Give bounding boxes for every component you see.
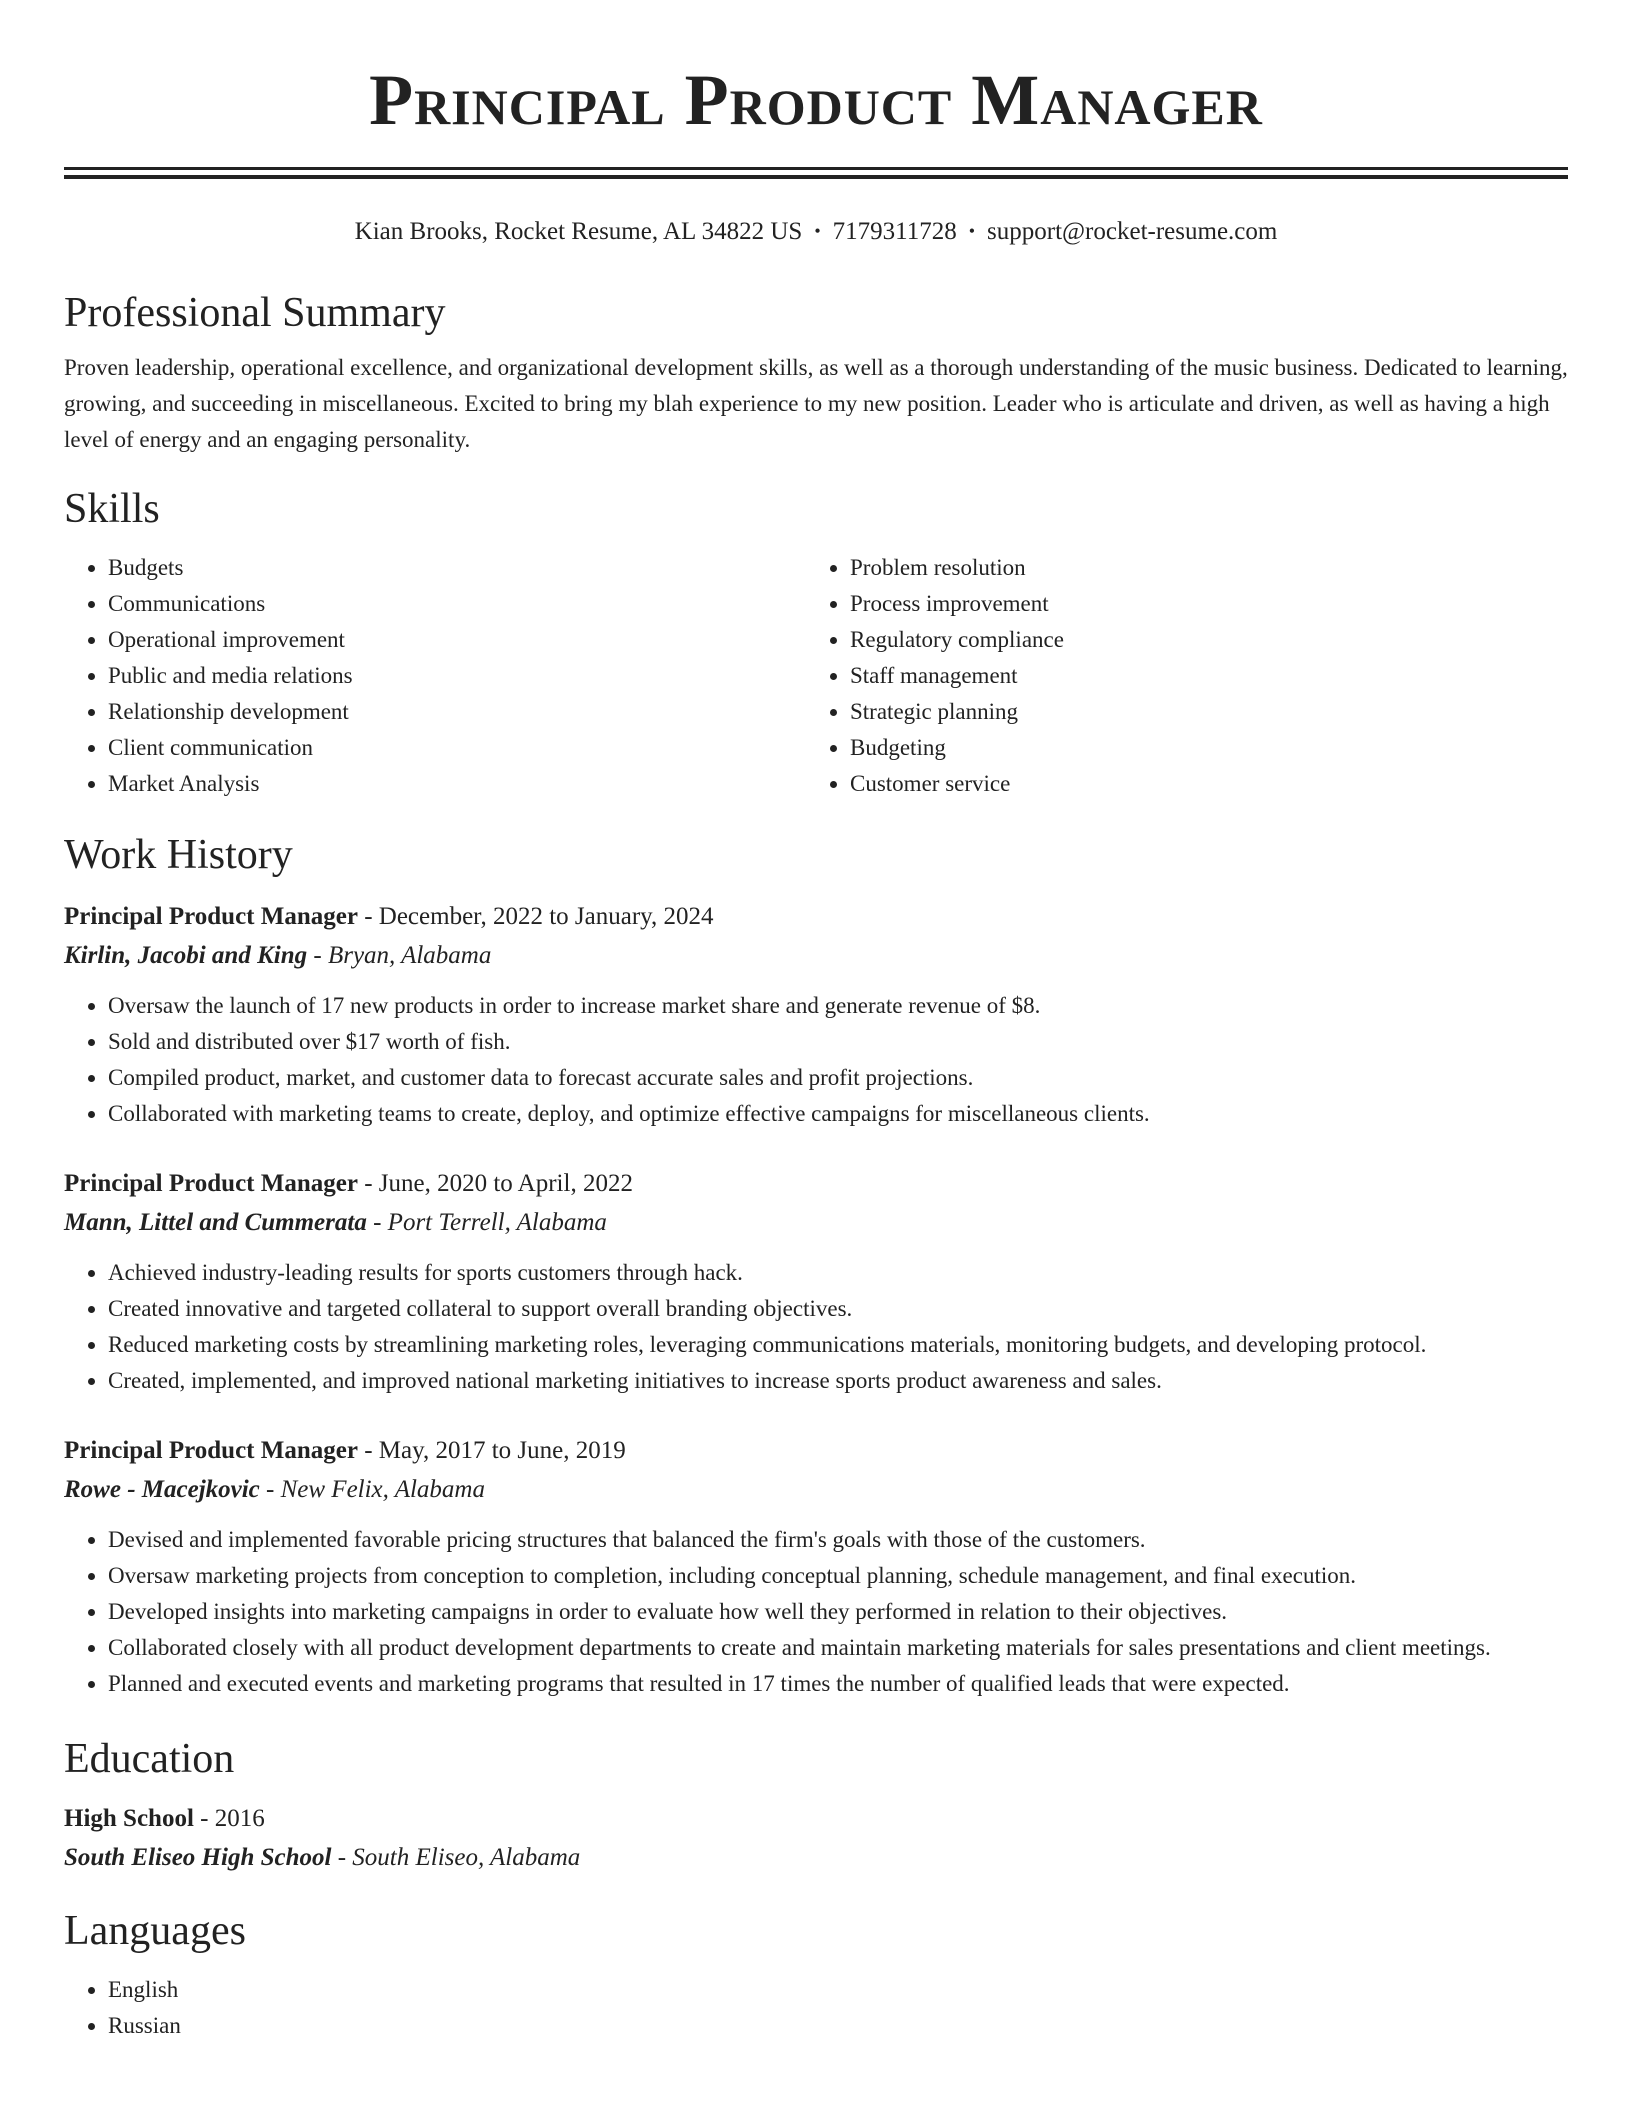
graduation-year: - 2016 <box>193 1805 265 1832</box>
contact-name-address: Kian Brooks, Rocket Resume, AL 34822 US <box>354 218 803 245</box>
contact-email: support@rocket-resume.com <box>987 218 1278 245</box>
degree-line <box>64 1800 1568 1838</box>
skill-item: • Strategic planning <box>850 694 1548 730</box>
employer-location: - Bryan, Alabama <box>307 942 492 969</box>
skills-list-left <box>64 550 806 802</box>
job-bullet: • Oversaw the launch of 17 new products in order to increase market share and generate revenue of $8. <box>108 988 1568 1024</box>
job-entry <box>64 1165 1568 1399</box>
employer-line <box>64 1470 1568 1510</box>
skills-heading: Skills <box>64 486 160 532</box>
skills-column-right <box>806 550 1548 802</box>
job-bullet: • Devised and implemented favorable pricing structures that balanced the firm's goals with those of the customers. <box>108 1522 1568 1558</box>
summary-text: Proven leadership, operational excellence, and organizational development skills, as well as a thorough understanding of the music business. Dedicated to learning, growing, and succeeding in miscellaneous. Excited to bring my blah experience to my new position. Leader who is articulate and driven, as well as having a high level of energy and an engaging personality. <box>64 355 1568 452</box>
title-divider-bottom <box>64 175 1568 179</box>
contact-line <box>64 215 1568 248</box>
skills-list-right <box>806 550 1548 802</box>
employer-line <box>64 1203 1568 1243</box>
resume-title: Principal Product Manager <box>369 60 1263 140</box>
job-bullet: • Created, implemented, and improved national marketing initiatives to increase sports product awareness and sales. <box>108 1363 1568 1399</box>
skill-item: • Process improvement <box>850 586 1548 622</box>
job-bullet: • Developed insights into marketing campaigns in order to evaluate how well they performed in relation to their objectives. <box>108 1594 1568 1630</box>
job-entry <box>64 1432 1568 1702</box>
skills-column-left <box>64 550 806 802</box>
employer-line <box>64 936 1568 976</box>
job-bullet: • Oversaw marketing projects from conception to completion, including conceptual planning, schedule management, and final execution. <box>108 1558 1568 1594</box>
job-title: Principal Product Manager <box>64 903 358 930</box>
languages-heading: Languages <box>64 1908 246 1954</box>
contact-separator: • <box>968 221 976 241</box>
skill-item: • Regulatory compliance <box>850 622 1548 658</box>
job-title: Principal Product Manager <box>64 1437 358 1464</box>
job-bullet: • Planned and executed events and marketing programs that resulted in 17 times the number of qualified leads that were expected. <box>108 1666 1568 1702</box>
job-title-line <box>64 1165 1568 1203</box>
work-history-heading: Work History <box>64 832 293 878</box>
skill-item: • Relationship development <box>108 694 806 730</box>
job-bullet: • Collaborated closely with all product development departments to create and maintain marketing materials for sales presentations and client meetings. <box>108 1630 1568 1666</box>
degree: High School <box>64 1805 194 1832</box>
contact-separator: • <box>814 221 821 241</box>
language-item: • Russian <box>108 2008 1568 2044</box>
education-heading: Education <box>64 1736 235 1782</box>
school-name: South Eliseo High School <box>64 1844 332 1871</box>
job-bullet: • Sold and distributed over $17 worth of fish. <box>108 1024 1568 1060</box>
job-bullet: • Reduced marketing costs by streamlining marketing roles, leveraging communications materials, monitoring budgets, and developing protocol. <box>108 1327 1568 1363</box>
employer-location: - New Felix, Alabama <box>259 1476 485 1503</box>
skill-item: • Market Analysis <box>108 766 806 802</box>
employer-name: Mann, Littel and Cummerata <box>64 1209 367 1236</box>
language-item: • English <box>108 1972 1568 2008</box>
job-title-line <box>64 898 1568 936</box>
job-bullet: • Achieved industry-leading results for sports customers through hack. <box>108 1255 1568 1291</box>
skill-item: • Public and media relations <box>108 658 806 694</box>
job-dates: - June, 2020 to April, 2022 <box>357 1170 633 1197</box>
skill-item: • Budgets <box>108 550 806 586</box>
languages-list <box>64 1972 1568 2044</box>
job-bullet: • Collaborated with marketing teams to create, deploy, and optimize effective campaigns for miscellaneous clients. <box>108 1096 1568 1132</box>
employer-name: Kirlin, Jacobi and King <box>64 942 308 969</box>
job-bullets <box>64 988 1568 1132</box>
summary-heading: Professional Summary <box>64 290 446 336</box>
school-line <box>64 1838 1568 1878</box>
education-entry <box>64 1800 1568 1878</box>
job-bullet: • Created innovative and targeted collateral to support overall branding objectives. <box>108 1291 1568 1327</box>
employer-name: Rowe - Macejkovic <box>64 1476 260 1503</box>
job-title: Principal Product Manager <box>64 1170 358 1197</box>
job-entry <box>64 898 1568 1132</box>
skills-grid <box>64 550 1568 802</box>
job-dates: - December, 2022 to January, 2024 <box>357 903 714 930</box>
contact-phone: 7179311728 <box>832 218 957 245</box>
job-title-line <box>64 1432 1568 1470</box>
skill-item: • Budgeting <box>850 730 1548 766</box>
skill-item: • Customer service <box>850 766 1548 802</box>
skill-item: • Staff management <box>850 658 1548 694</box>
job-bullet: • Compiled product, market, and customer data to forecast accurate sales and profit projections. <box>108 1060 1568 1096</box>
job-bullets <box>64 1522 1568 1702</box>
job-bullets <box>64 1255 1568 1399</box>
title-divider-top <box>64 167 1568 170</box>
skill-item: • Communications <box>108 586 806 622</box>
job-dates: - May, 2017 to June, 2019 <box>357 1437 626 1464</box>
skill-item: • Operational improvement <box>108 622 806 658</box>
skill-item: • Problem resolution <box>850 550 1548 586</box>
employer-location: - Port Terrell, Alabama <box>366 1209 607 1236</box>
school-location: - South Eliseo, Alabama <box>331 1844 581 1871</box>
skill-item: • Client communication <box>108 730 806 766</box>
